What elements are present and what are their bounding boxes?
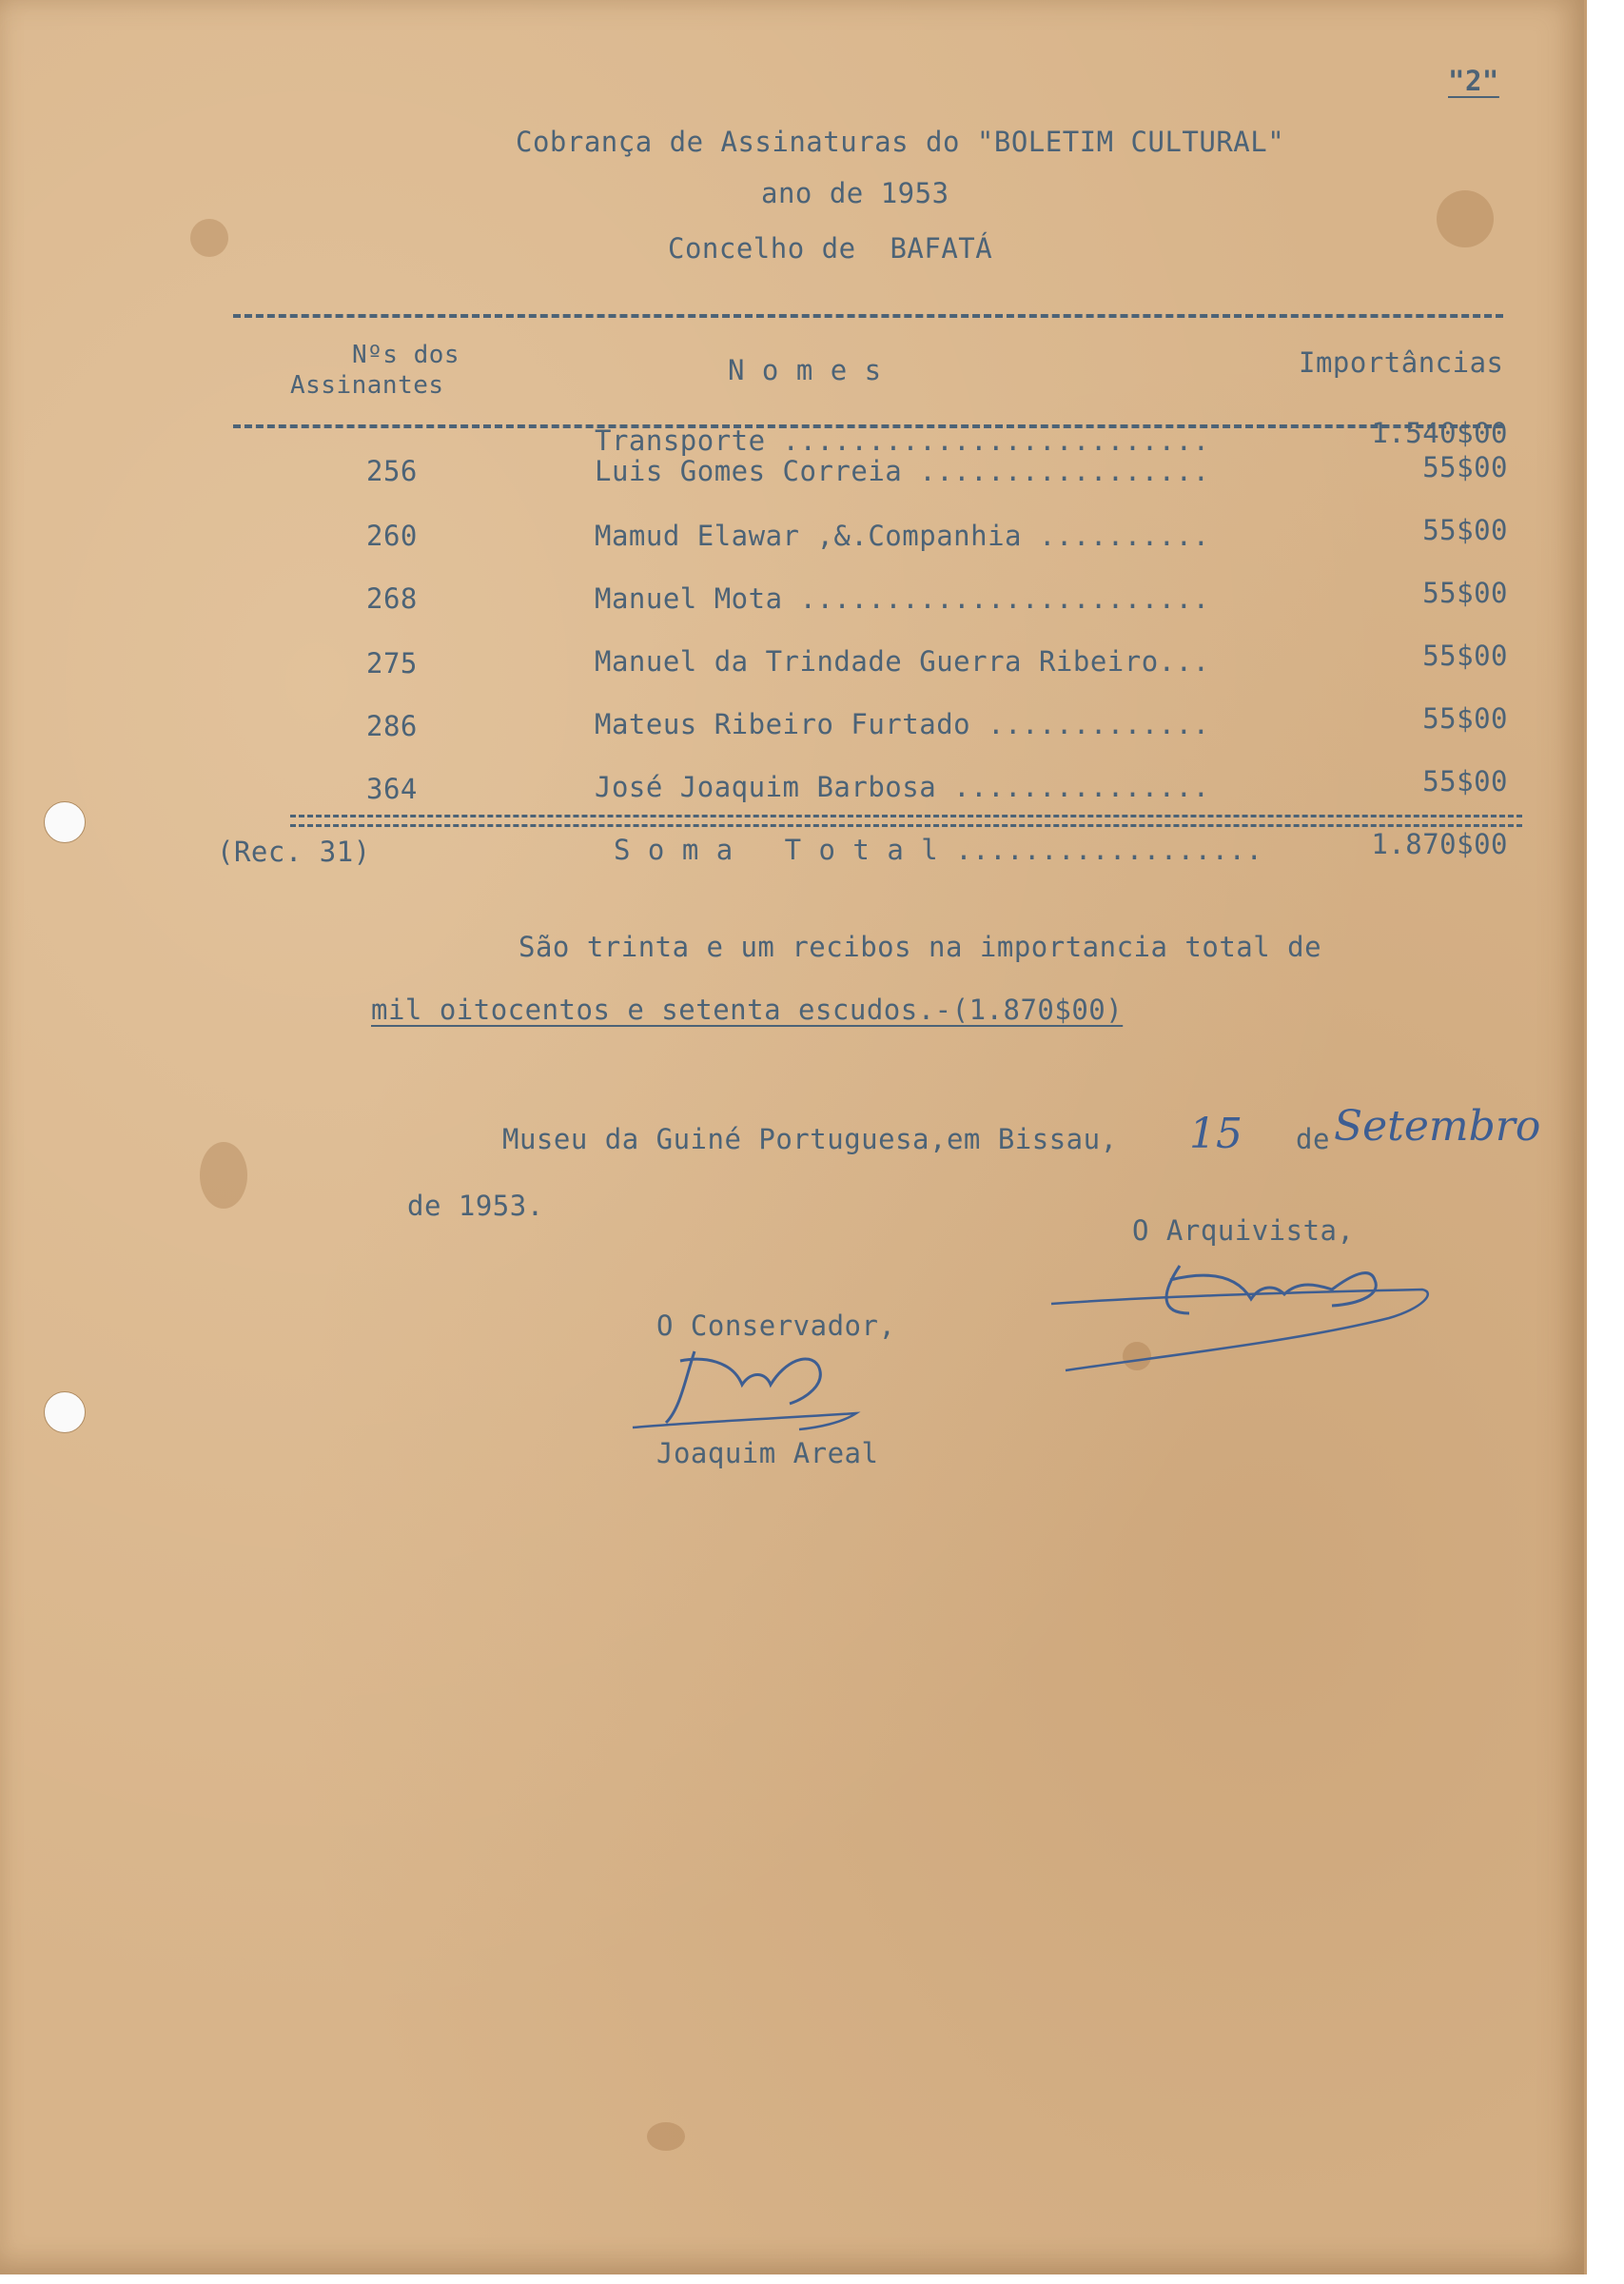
handwritten-day: 15 [1189,1110,1242,1158]
punch-hole [44,801,86,843]
subscriber-amount: 55$00 [1422,702,1508,735]
subscriber-amount: 55$00 [1422,640,1508,672]
curator-name: Joaquim Areal [656,1437,879,1469]
stain [1437,190,1494,247]
archivist-signature [1047,1237,1446,1380]
subscriber-number: 364 [366,773,418,805]
subscriber-number: 268 [366,582,418,615]
stain [200,1142,247,1209]
receipt-count: (Rec. 31) [217,836,371,868]
statement-amount-words: mil oitocentos e setenta escudos.-(1.870$00) [371,994,1124,1026]
curator-title: O Conservador, [656,1309,896,1342]
year-line: ano de 1953 [761,177,949,209]
year-line: de 1953. [407,1190,544,1222]
col-header-names: N o m e s [728,354,882,386]
divider [290,815,1522,817]
col-header-amounts: Importâncias [1299,346,1504,379]
statement-line: São trinta e um recibos na importancia total de [519,931,1322,963]
subscriber-number: 260 [366,520,418,552]
subscriber-number: 286 [366,710,418,742]
subscriber-name: Manuel da Trindade Guerra Ribeiro... [595,645,1210,678]
punch-hole [44,1391,86,1433]
divider [290,824,1522,827]
transport-amount: 1.540$00 [1371,417,1508,449]
subscriber-name: Luis Gomes Correia ................. [595,455,1210,487]
divider [233,314,1503,318]
subscriber-number: 275 [366,647,418,679]
subscriber-number: 256 [366,455,418,487]
place-line: Museu da Guiné Portuguesa,em Bissau, [502,1123,1118,1155]
subscriber-amount: 55$00 [1422,765,1508,797]
subscriber-name: José Joaquim Barbosa ............... [595,771,1210,803]
col-header-number: Assinantes [290,371,444,400]
title-line: Cobrança de Assinaturas do "BOLETIM CULTURAL" [516,126,1285,158]
subscriber-name: Manuel Mota ........................ [595,582,1210,615]
handwritten-month: Setembro [1334,1102,1541,1151]
page-number: "2" [1448,65,1499,97]
subscriber-amount: 55$00 [1422,451,1508,483]
curator-signature [628,1332,875,1447]
archivist-title: O Arquivista, [1132,1214,1355,1247]
council-line: Concelho de BAFATÁ [668,232,993,265]
stain [190,219,228,257]
subscriber-name: Mamud Elawar ,&.Companhia .......... [595,520,1210,552]
transport-label: Transporte ......................... [595,424,1210,457]
subscriber-amount: 55$00 [1422,514,1508,546]
total-label: S o m a T o t a l .................. [614,834,1263,866]
date-de: de [1296,1123,1330,1155]
total-amount: 1.870$00 [1371,828,1508,860]
subscriber-amount: 55$00 [1422,577,1508,609]
stain [647,2122,685,2151]
col-header-number: Nºs dos [352,341,460,369]
subscriber-name: Mateus Ribeiro Furtado ............. [595,708,1210,740]
